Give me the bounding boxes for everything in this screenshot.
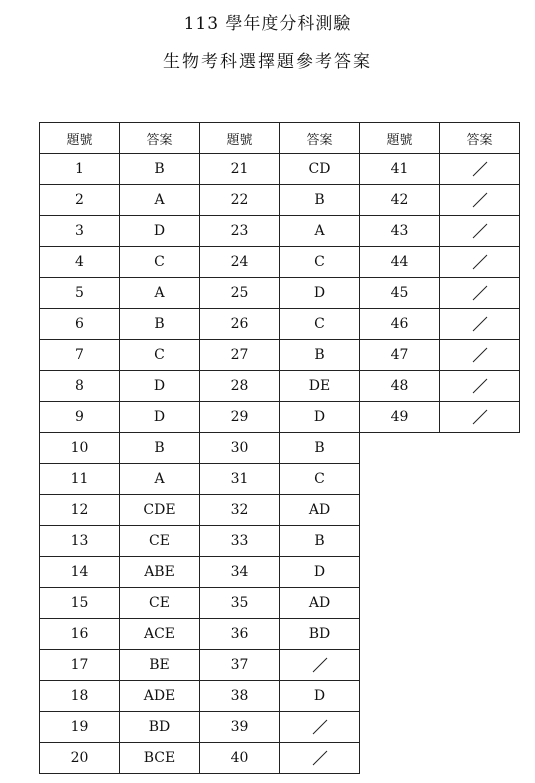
question-number-cell: 36 [200,619,280,650]
answer-cell: ABE [120,557,200,588]
header-answer: 答案 [120,123,200,154]
answer-cell: D [120,402,200,433]
question-number-cell: 25 [200,278,280,309]
slash-icon [471,347,489,363]
answer-cell: B [120,433,200,464]
table-row [40,464,520,495]
answer-cell: C [280,309,360,340]
answer-cell [440,278,520,309]
empty-cell [440,557,520,588]
slash-icon [471,378,489,394]
answer-cell: D [280,557,360,588]
question-number-cell: 18 [40,681,120,712]
question-number-cell: 7 [40,340,120,371]
question-number-cell: 47 [360,340,440,371]
slash-icon [471,316,489,332]
question-number-cell: 23 [200,216,280,247]
header-answer: 答案 [280,123,360,154]
empty-cell [440,743,520,774]
answer-cell: B [120,154,200,185]
empty-cell [440,526,520,557]
empty-cell [440,650,520,681]
empty-cell [440,619,520,650]
table-row [40,743,520,774]
answer-cell: CD [280,154,360,185]
empty-cell [360,526,440,557]
empty-cell [360,650,440,681]
question-number-cell: 42 [360,185,440,216]
answer-cell [440,340,520,371]
answer-cell: AD [280,495,360,526]
question-number-cell: 13 [40,526,120,557]
table-row [40,712,520,743]
question-number-cell: 49 [360,402,440,433]
answer-cell: A [120,278,200,309]
header-answer: 答案 [440,123,520,154]
question-number-cell: 45 [360,278,440,309]
answer-cell [440,402,520,433]
header-question-number: 題號 [40,123,120,154]
table-row [40,588,520,619]
answer-cell: B [280,185,360,216]
question-number-cell: 21 [200,154,280,185]
table-row [40,402,520,433]
table-row [40,185,520,216]
question-number-cell: 1 [40,154,120,185]
answer-cell: CE [120,588,200,619]
empty-cell [360,464,440,495]
question-number-cell: 24 [200,247,280,278]
table-row [40,681,520,712]
empty-cell [440,464,520,495]
slash-icon [471,192,489,208]
slash-icon [311,657,329,673]
question-number-cell: 20 [40,743,120,774]
empty-cell [360,588,440,619]
question-number-cell: 5 [40,278,120,309]
table-row [40,340,520,371]
table-row [40,278,520,309]
empty-cell [440,433,520,464]
question-number-cell: 11 [40,464,120,495]
question-number-cell: 6 [40,309,120,340]
answer-cell: D [280,402,360,433]
question-number-cell: 9 [40,402,120,433]
answer-cell [440,154,520,185]
answer-cell: C [280,247,360,278]
answer-cell: D [120,216,200,247]
empty-cell [360,743,440,774]
empty-cell [440,588,520,619]
answer-cell [280,743,360,774]
answer-cell: BD [280,619,360,650]
answer-cell: C [280,464,360,495]
answer-cell: D [280,681,360,712]
answer-cell: B [280,526,360,557]
question-number-cell: 14 [40,557,120,588]
slash-icon [471,161,489,177]
question-number-cell: 33 [200,526,280,557]
empty-cell [360,712,440,743]
answer-cell [280,650,360,681]
slash-icon [311,750,329,766]
slash-icon [471,254,489,270]
table-row [40,216,520,247]
answer-cell: BCE [120,743,200,774]
answer-cell [440,247,520,278]
answer-cell: D [280,278,360,309]
header-row [40,123,520,154]
question-number-cell: 34 [200,557,280,588]
slash-icon [311,719,329,735]
question-number-cell: 28 [200,371,280,402]
question-number-cell: 27 [200,340,280,371]
document-subtitle: 生物考科選擇題參考答案 [163,52,372,72]
question-number-cell: 30 [200,433,280,464]
question-number-cell: 15 [40,588,120,619]
empty-cell [440,495,520,526]
table-row [40,526,520,557]
empty-cell [360,681,440,712]
answer-cell: C [120,340,200,371]
answer-cell: A [120,185,200,216]
answer-cell: BE [120,650,200,681]
answer-cell [440,216,520,247]
question-number-cell: 12 [40,495,120,526]
header-question-number: 題號 [200,123,280,154]
table-row [40,619,520,650]
answer-cell: C [120,247,200,278]
question-number-cell: 19 [40,712,120,743]
question-number-cell: 44 [360,247,440,278]
answer-cell: B [280,433,360,464]
table-row [40,247,520,278]
answer-cell: BD [120,712,200,743]
answer-cell [440,309,520,340]
empty-cell [360,433,440,464]
answer-cell: A [120,464,200,495]
table-row [40,371,520,402]
question-number-cell: 8 [40,371,120,402]
answer-cell [440,185,520,216]
question-number-cell: 37 [200,650,280,681]
answer-cell: CDE [120,495,200,526]
slash-icon [471,223,489,239]
answer-cell: AD [280,588,360,619]
question-number-cell: 10 [40,433,120,464]
question-number-cell: 43 [360,216,440,247]
answer-cell: A [280,216,360,247]
question-number-cell: 26 [200,309,280,340]
question-number-cell: 41 [360,154,440,185]
question-number-cell: 31 [200,464,280,495]
empty-cell [360,619,440,650]
question-number-cell: 35 [200,588,280,619]
question-number-cell: 16 [40,619,120,650]
slash-icon [471,409,489,425]
question-number-cell: 32 [200,495,280,526]
document-title: 113 學年度分科測驗 [183,14,352,34]
question-number-cell: 40 [200,743,280,774]
table-row [40,557,520,588]
question-number-cell: 46 [360,309,440,340]
table-row [40,309,520,340]
answer-cell [280,712,360,743]
slash-icon [471,285,489,301]
answer-cell [440,371,520,402]
table-row [40,495,520,526]
empty-cell [440,712,520,743]
empty-cell [440,681,520,712]
answer-cell: ACE [120,619,200,650]
question-number-cell: 2 [40,185,120,216]
question-number-cell: 3 [40,216,120,247]
question-number-cell: 17 [40,650,120,681]
answer-table [39,122,520,774]
question-number-cell: 39 [200,712,280,743]
answer-cell: ADE [120,681,200,712]
header-question-number: 題號 [360,123,440,154]
answer-cell: CE [120,526,200,557]
answer-cell: B [120,309,200,340]
empty-cell [360,557,440,588]
question-number-cell: 48 [360,371,440,402]
table-row [40,433,520,464]
answer-cell: DE [280,371,360,402]
question-number-cell: 22 [200,185,280,216]
empty-cell [360,495,440,526]
question-number-cell: 29 [200,402,280,433]
table-row [40,650,520,681]
question-number-cell: 38 [200,681,280,712]
question-number-cell: 4 [40,247,120,278]
answer-cell: D [120,371,200,402]
answer-cell: B [280,340,360,371]
table-row [40,154,520,185]
